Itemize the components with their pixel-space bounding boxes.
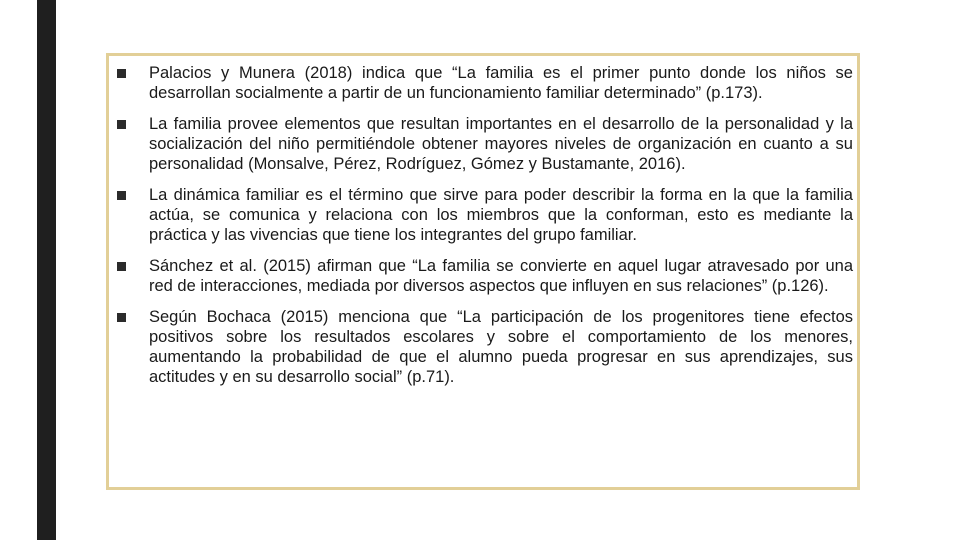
list-item — [117, 256, 853, 296]
square-bullet-icon — [117, 262, 126, 271]
square-bullet-icon — [117, 120, 126, 129]
bullet-text: Según Bochaca (2015) menciona que “La participación de los progenitores tiene efectos positivos sobre los resultados escolares y sobre el comportamiento de los menores, aumentando la probabilidad de que el alumno pueda progresar en sus aprendizajes, sus actitudes y en su desarrollo social” (p.71). — [149, 308, 853, 386]
square-bullet-icon — [117, 313, 126, 322]
bullet-text: Sánchez et al. (2015) afirman que “La familia se convierte en aquel lugar atravesado por una red de interacciones, mediada por diversos aspectos que influyen en sus relaciones” (p.126). — [149, 257, 853, 295]
square-bullet-icon — [117, 69, 126, 78]
content-box — [106, 53, 860, 490]
list-item — [117, 185, 853, 245]
bullet-text: La dinámica familiar es el término que sirve para poder describir la forma en la que la familia actúa, se comunica y relaciona con los miembros que la conforman, esto es mediante la práctica y las vivencias que tiene los integrantes del grupo familiar. — [149, 186, 853, 244]
list-item — [117, 307, 853, 387]
bullet-text: Palacios y Munera (2018) indica que “La familia es el primer punto donde los niños se desarrollan socialmente a partir de un funcionamiento familiar determinado” (p.173). — [149, 64, 853, 102]
list-item — [117, 63, 853, 103]
square-bullet-icon — [117, 191, 126, 200]
left-accent-bar — [37, 0, 56, 540]
bullet-list — [117, 63, 853, 398]
bullet-text: La familia provee elementos que resultan importantes en el desarrollo de la personalidad y la socialización del niño permitiéndole obtener mayores niveles de organización en cuanto a su personalidad (Monsalve, Pérez, Rodríguez, Gómez y Bustamante, 2016). — [149, 115, 853, 173]
list-item — [117, 114, 853, 174]
